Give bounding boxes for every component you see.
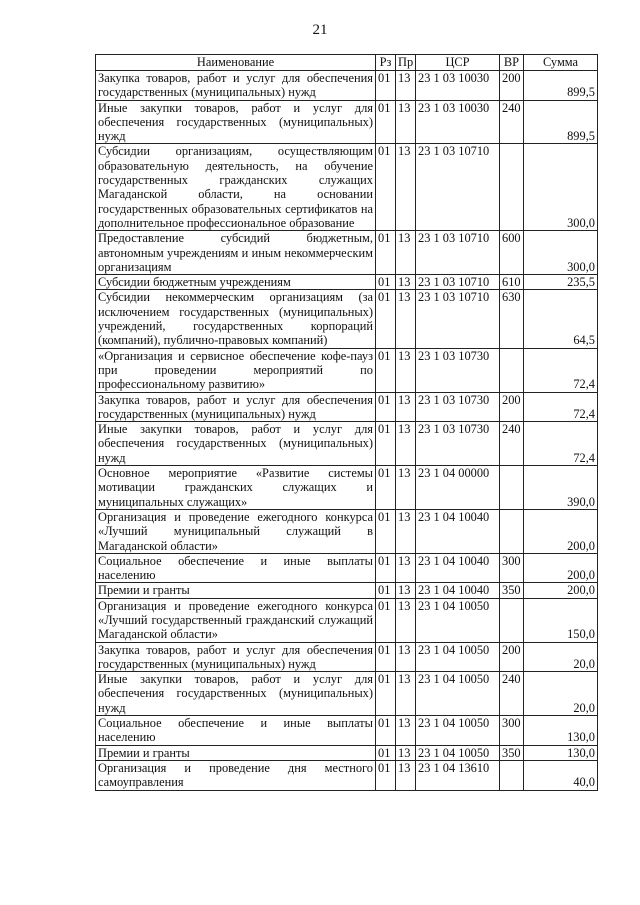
row-rz-cell: 01 — [376, 598, 396, 642]
row-pr-cell: 13 — [396, 290, 416, 348]
row-csr-cell: 23 1 04 10050 — [416, 672, 500, 716]
row-name-cell: Субсидии организациям, осуществляющим образовательную деятельность, на обучение государственных гражданских служащих Магаданской области, на основании государственных образовательных сертификатов на дополнительное профессиональное образование — [96, 144, 376, 231]
row-pr-cell: 13 — [396, 598, 416, 642]
row-csr-cell: 23 1 04 10040 — [416, 509, 500, 553]
table-row — [96, 100, 598, 144]
row-csr-cell: 23 1 04 10050 — [416, 745, 500, 760]
row-vr-cell: 240 — [500, 100, 524, 144]
table-row — [96, 275, 598, 290]
row-rz-cell: 01 — [376, 231, 396, 275]
row-csr-cell: 23 1 03 10730 — [416, 422, 500, 466]
row-rz-cell: 01 — [376, 583, 396, 598]
row-sum-cell: 130,0 — [524, 745, 598, 760]
row-csr-cell: 23 1 03 10730 — [416, 392, 500, 422]
row-csr-cell: 23 1 03 10710 — [416, 290, 500, 348]
row-pr-cell: 13 — [396, 716, 416, 746]
row-sum-cell: 72,4 — [524, 422, 598, 466]
row-pr-cell: 13 — [396, 275, 416, 290]
row-csr-cell: 23 1 03 10710 — [416, 275, 500, 290]
table-row — [96, 583, 598, 598]
row-sum-cell: 300,0 — [524, 231, 598, 275]
row-name-cell: Закупка товаров, работ и услуг для обеспечения государственных (муниципальных) нужд — [96, 642, 376, 672]
table-header-row — [96, 55, 598, 71]
row-sum-cell: 200,0 — [524, 583, 598, 598]
row-name-cell: Организация и проведение ежегодного конкурса «Лучший муниципальный служащий в Магаданской области» — [96, 509, 376, 553]
row-vr-cell: 200 — [500, 392, 524, 422]
header-vr: ВР — [500, 55, 524, 71]
row-rz-cell: 01 — [376, 672, 396, 716]
table-row — [96, 422, 598, 466]
row-vr-cell: 630 — [500, 290, 524, 348]
header-csr: ЦСР — [416, 55, 500, 71]
row-vr-cell — [500, 598, 524, 642]
row-rz-cell: 01 — [376, 642, 396, 672]
row-sum-cell: 899,5 — [524, 100, 598, 144]
header-rz: Рз — [376, 55, 396, 71]
row-vr-cell — [500, 144, 524, 231]
row-csr-cell: 23 1 04 13610 — [416, 760, 500, 790]
row-pr-cell: 13 — [396, 509, 416, 553]
row-pr-cell: 13 — [396, 71, 416, 101]
row-name-cell: Премии и гранты — [96, 583, 376, 598]
row-sum-cell: 390,0 — [524, 466, 598, 510]
row-vr-cell: 350 — [500, 583, 524, 598]
row-vr-cell — [500, 509, 524, 553]
row-rz-cell: 01 — [376, 745, 396, 760]
row-name-cell: Иные закупки товаров, работ и услуг для обеспечения государственных (муниципальных) нужд — [96, 100, 376, 144]
row-rz-cell: 01 — [376, 392, 396, 422]
table-row — [96, 509, 598, 553]
row-pr-cell: 13 — [396, 422, 416, 466]
row-rz-cell: 01 — [376, 509, 396, 553]
row-vr-cell — [500, 466, 524, 510]
row-sum-cell: 72,4 — [524, 348, 598, 392]
row-sum-cell: 20,0 — [524, 672, 598, 716]
row-sum-cell: 200,0 — [524, 553, 598, 583]
row-pr-cell: 13 — [396, 100, 416, 144]
row-pr-cell: 13 — [396, 231, 416, 275]
row-pr-cell: 13 — [396, 348, 416, 392]
row-pr-cell: 13 — [396, 583, 416, 598]
row-rz-cell: 01 — [376, 100, 396, 144]
row-csr-cell: 23 1 03 10030 — [416, 100, 500, 144]
row-pr-cell: 13 — [396, 144, 416, 231]
row-pr-cell: 13 — [396, 392, 416, 422]
header-pr: Пр — [396, 55, 416, 71]
row-vr-cell: 200 — [500, 642, 524, 672]
row-name-cell: Организация и проведение ежегодного конкурса «Лучший государственный гражданский служащий Магаданской области» — [96, 598, 376, 642]
row-rz-cell: 01 — [376, 71, 396, 101]
row-vr-cell: 600 — [500, 231, 524, 275]
table-row — [96, 71, 598, 101]
row-vr-cell: 350 — [500, 745, 524, 760]
row-sum-cell: 899,5 — [524, 71, 598, 101]
row-csr-cell: 23 1 03 10710 — [416, 231, 500, 275]
table-row — [96, 672, 598, 716]
table-body — [96, 71, 598, 791]
table-row — [96, 144, 598, 231]
row-sum-cell: 300,0 — [524, 144, 598, 231]
row-pr-cell: 13 — [396, 672, 416, 716]
header-sum: Сумма — [524, 55, 598, 71]
row-csr-cell: 23 1 04 10040 — [416, 553, 500, 583]
row-sum-cell: 20,0 — [524, 642, 598, 672]
row-name-cell: Премии и гранты — [96, 745, 376, 760]
row-rz-cell: 01 — [376, 716, 396, 746]
row-csr-cell: 23 1 03 10030 — [416, 71, 500, 101]
row-vr-cell: 240 — [500, 672, 524, 716]
table-row — [96, 553, 598, 583]
row-sum-cell: 200,0 — [524, 509, 598, 553]
row-rz-cell: 01 — [376, 275, 396, 290]
page-number: 21 — [312, 22, 328, 38]
row-csr-cell: 23 1 03 10730 — [416, 348, 500, 392]
row-csr-cell: 23 1 04 10050 — [416, 642, 500, 672]
row-name-cell: Закупка товаров, работ и услуг для обеспечения государственных (муниципальных) нужд — [96, 71, 376, 101]
table-row — [96, 642, 598, 672]
row-csr-cell: 23 1 04 10040 — [416, 583, 500, 598]
table-row — [96, 598, 598, 642]
budget-table — [95, 54, 598, 791]
row-rz-cell: 01 — [376, 348, 396, 392]
table-row — [96, 466, 598, 510]
row-vr-cell: 300 — [500, 553, 524, 583]
table-row — [96, 392, 598, 422]
row-name-cell: Закупка товаров, работ и услуг для обеспечения государственных (муниципальных) нужд — [96, 392, 376, 422]
row-pr-cell: 13 — [396, 466, 416, 510]
row-vr-cell — [500, 760, 524, 790]
row-name-cell: Субсидии некоммерческим организациям (за исключением государственных (муниципальных) учреждений, государственных корпораций (компаний), публично-правовых компаний) — [96, 290, 376, 348]
row-pr-cell: 13 — [396, 745, 416, 760]
row-sum-cell: 40,0 — [524, 760, 598, 790]
row-rz-cell: 01 — [376, 760, 396, 790]
row-name-cell: Организация и проведение дня местного самоуправления — [96, 760, 376, 790]
row-csr-cell: 23 1 03 10710 — [416, 144, 500, 231]
row-rz-cell: 01 — [376, 466, 396, 510]
row-rz-cell: 01 — [376, 422, 396, 466]
row-name-cell: Основное мероприятие «Развитие системы мотивации гражданских служащих и муниципальных служащих» — [96, 466, 376, 510]
header-name: Наименование — [96, 55, 376, 71]
row-rz-cell: 01 — [376, 290, 396, 348]
row-vr-cell: 300 — [500, 716, 524, 746]
row-rz-cell: 01 — [376, 553, 396, 583]
row-name-cell: Иные закупки товаров, работ и услуг для обеспечения государственных (муниципальных) нужд — [96, 672, 376, 716]
row-name-cell: «Организация и сервисное обеспечение кофе-пауз при проведении мероприятий по профессиональному развитию» — [96, 348, 376, 392]
row-sum-cell: 130,0 — [524, 716, 598, 746]
row-name-cell: Иные закупки товаров, работ и услуг для обеспечения государственных (муниципальных) нужд — [96, 422, 376, 466]
row-vr-cell: 610 — [500, 275, 524, 290]
table-row — [96, 760, 598, 790]
row-csr-cell: 23 1 04 10050 — [416, 598, 500, 642]
row-sum-cell: 235,5 — [524, 275, 598, 290]
table-row — [96, 348, 598, 392]
row-name-cell: Социальное обеспечение и иные выплаты населению — [96, 716, 376, 746]
row-csr-cell: 23 1 04 10050 — [416, 716, 500, 746]
row-name-cell: Субсидии бюджетным учреждениям — [96, 275, 376, 290]
row-vr-cell — [500, 348, 524, 392]
table-row — [96, 231, 598, 275]
row-sum-cell: 72,4 — [524, 392, 598, 422]
row-name-cell: Социальное обеспечение и иные выплаты населению — [96, 553, 376, 583]
row-csr-cell: 23 1 04 00000 — [416, 466, 500, 510]
row-pr-cell: 13 — [396, 553, 416, 583]
row-vr-cell: 240 — [500, 422, 524, 466]
row-pr-cell: 13 — [396, 642, 416, 672]
row-pr-cell: 13 — [396, 760, 416, 790]
row-sum-cell: 150,0 — [524, 598, 598, 642]
row-rz-cell: 01 — [376, 144, 396, 231]
table-row — [96, 745, 598, 760]
table-row — [96, 290, 598, 348]
row-vr-cell: 200 — [500, 71, 524, 101]
row-sum-cell: 64,5 — [524, 290, 598, 348]
table-row — [96, 716, 598, 746]
row-name-cell: Предоставление субсидий бюджетным, автономным учреждениям и иным некоммерческим организациям — [96, 231, 376, 275]
